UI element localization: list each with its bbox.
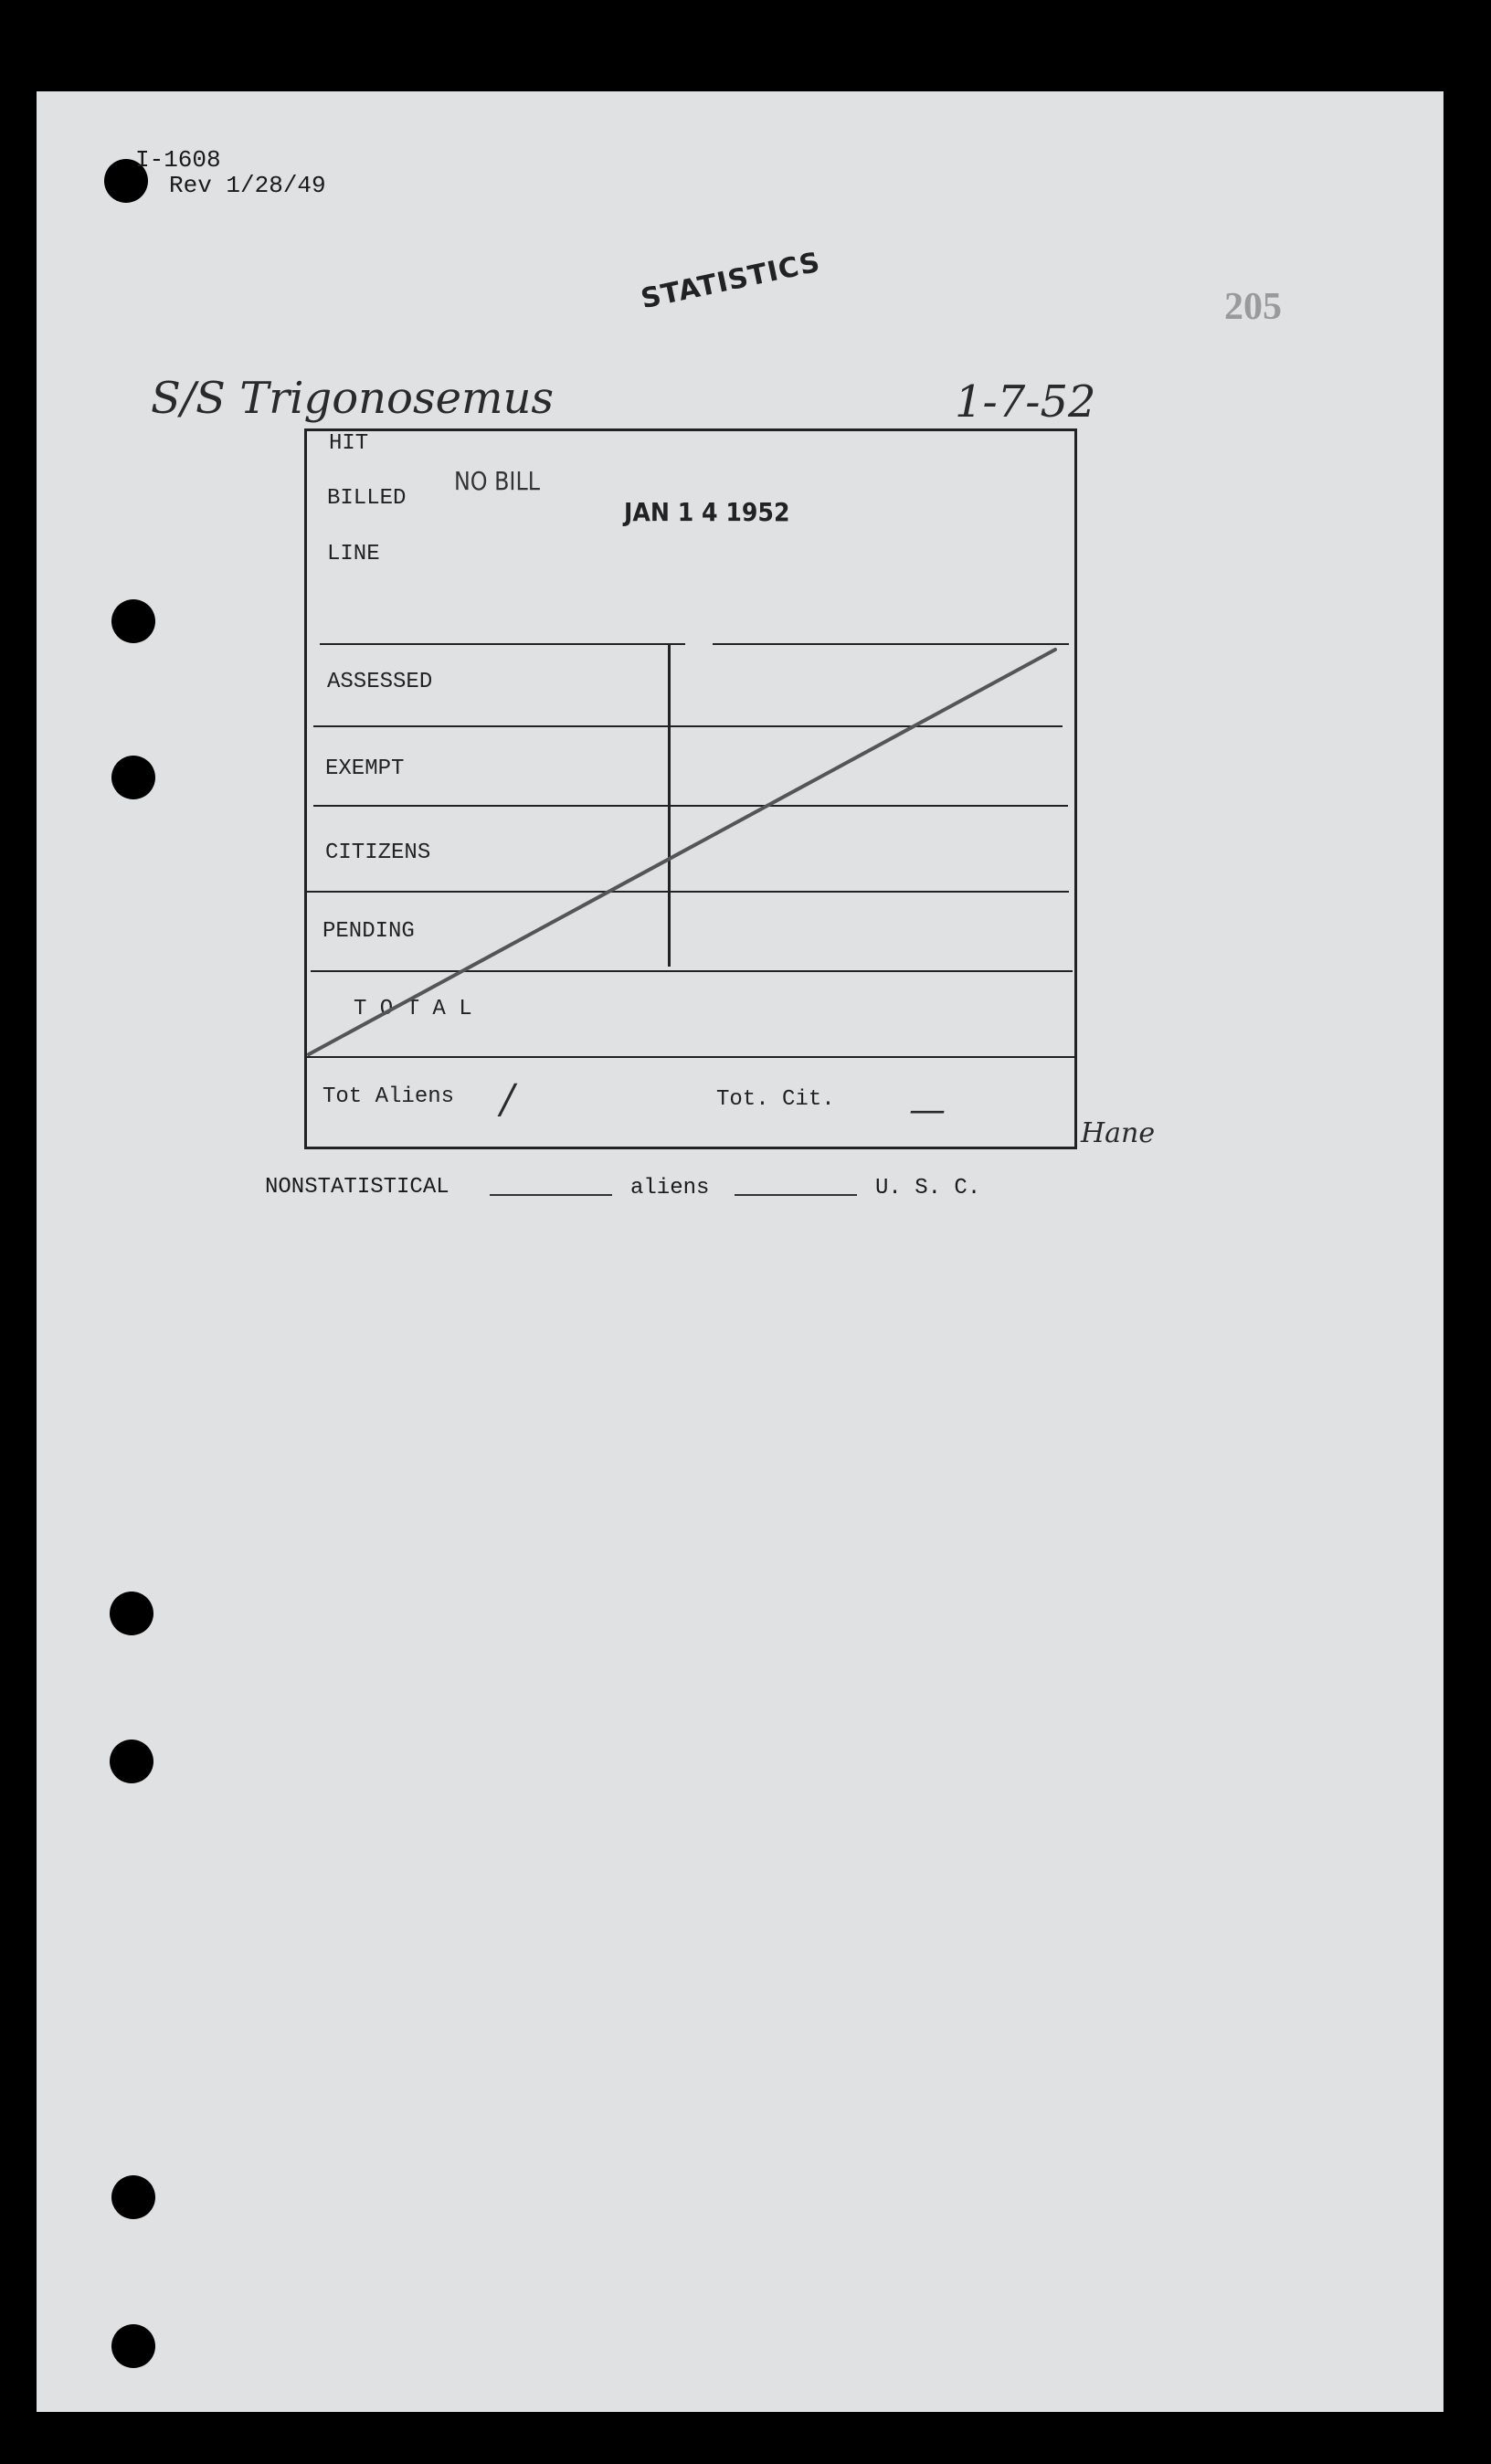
nonstatistical-label: NONSTATISTICAL [265,1175,449,1200]
no-bill-stamp: NO BILL [454,466,540,496]
aliens-blank [735,1194,857,1196]
handwritten-date: 1-7-52 [955,376,1096,428]
aliens-label: aliens [630,1176,710,1200]
date-stamp: JAN 1 4 1952 [624,497,790,527]
exempt-label: EXEMPT [325,756,405,781]
usc-label: U. S. C. [875,1176,981,1200]
tot-aliens-value: / [501,1076,514,1123]
citizens-label: CITIZENS [325,841,431,865]
billed-label: BILLED [327,486,407,511]
hit-label: HIT [329,431,369,456]
nonstatistical-blank [490,1194,612,1196]
form-number: I-1608 [135,146,221,174]
initials: Hane [1081,1117,1156,1149]
pending-label: PENDING [323,919,415,944]
tot-cit-value: — [909,1089,946,1131]
tot-cit-label: Tot. Cit. [716,1087,835,1112]
page-number: 205 [1224,286,1282,328]
tot-aliens-label: Tot Aliens [323,1084,455,1109]
total-label: T O T A L [354,997,472,1021]
ship-name: S/S Trigonosemus [151,373,555,424]
statistics-stamp: STATISTICS [638,246,824,316]
form-revision: Rev 1/28/49 [169,172,326,199]
line-label: LINE [327,542,380,566]
assessed-label: ASSESSED [327,670,433,694]
